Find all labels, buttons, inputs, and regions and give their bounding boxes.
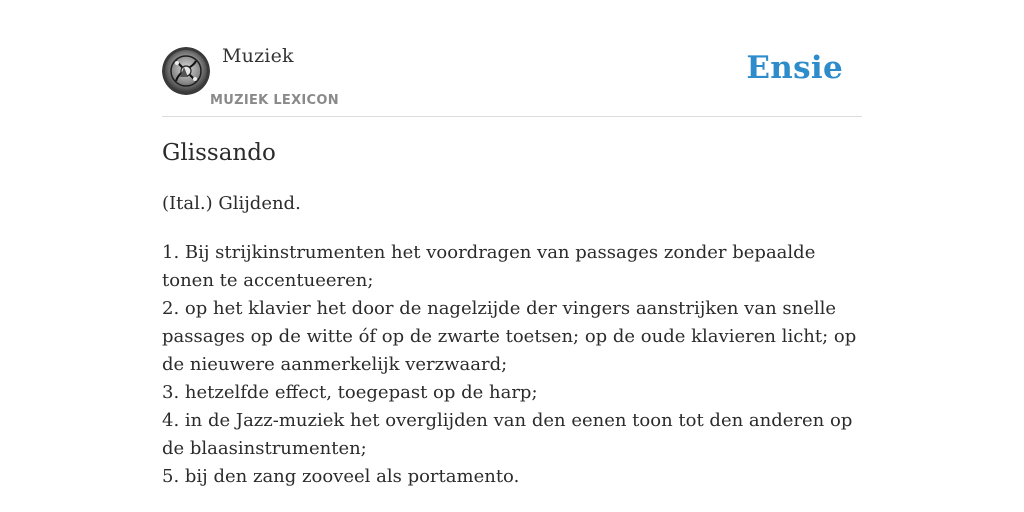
list-item: 1. Bij strijkinstrumenten het voordragen van passages zonder bepaalde tonen te accentueeren; — [162, 242, 816, 291]
list-item: 5. bij den zang zooveel als portamento. — [162, 466, 520, 487]
header — [162, 0, 862, 117]
brand-logo[interactable]: Ensie — [746, 50, 843, 86]
definition-list — [162, 239, 862, 491]
avatar[interactable] — [162, 47, 210, 95]
list-item: 4. in de Jazz-muziek het overglijden van den eenen toon tot den anderen op de blaasinstrumenten; — [162, 410, 853, 459]
music-emblem-icon — [162, 47, 210, 95]
source-title[interactable]: Muziek — [222, 45, 294, 67]
article-page — [162, 0, 862, 512]
entry-definition: (Ital.) Glijdend. — [162, 193, 301, 214]
list-item: 3. hetzelfde effect, toegepast op de harp; — [162, 382, 538, 403]
list-item: 2. op het klavier het door de nagelzijde der vingers aanstrijken van snelle passages op de witte óf op de zwarte toetsen; op de oude klavieren licht; op de nieuwere aanmerkelijk verzwaard; — [162, 298, 857, 375]
entry-title: Glissando — [162, 140, 276, 166]
source-subtitle: MUZIEK LEXICON — [210, 93, 339, 108]
